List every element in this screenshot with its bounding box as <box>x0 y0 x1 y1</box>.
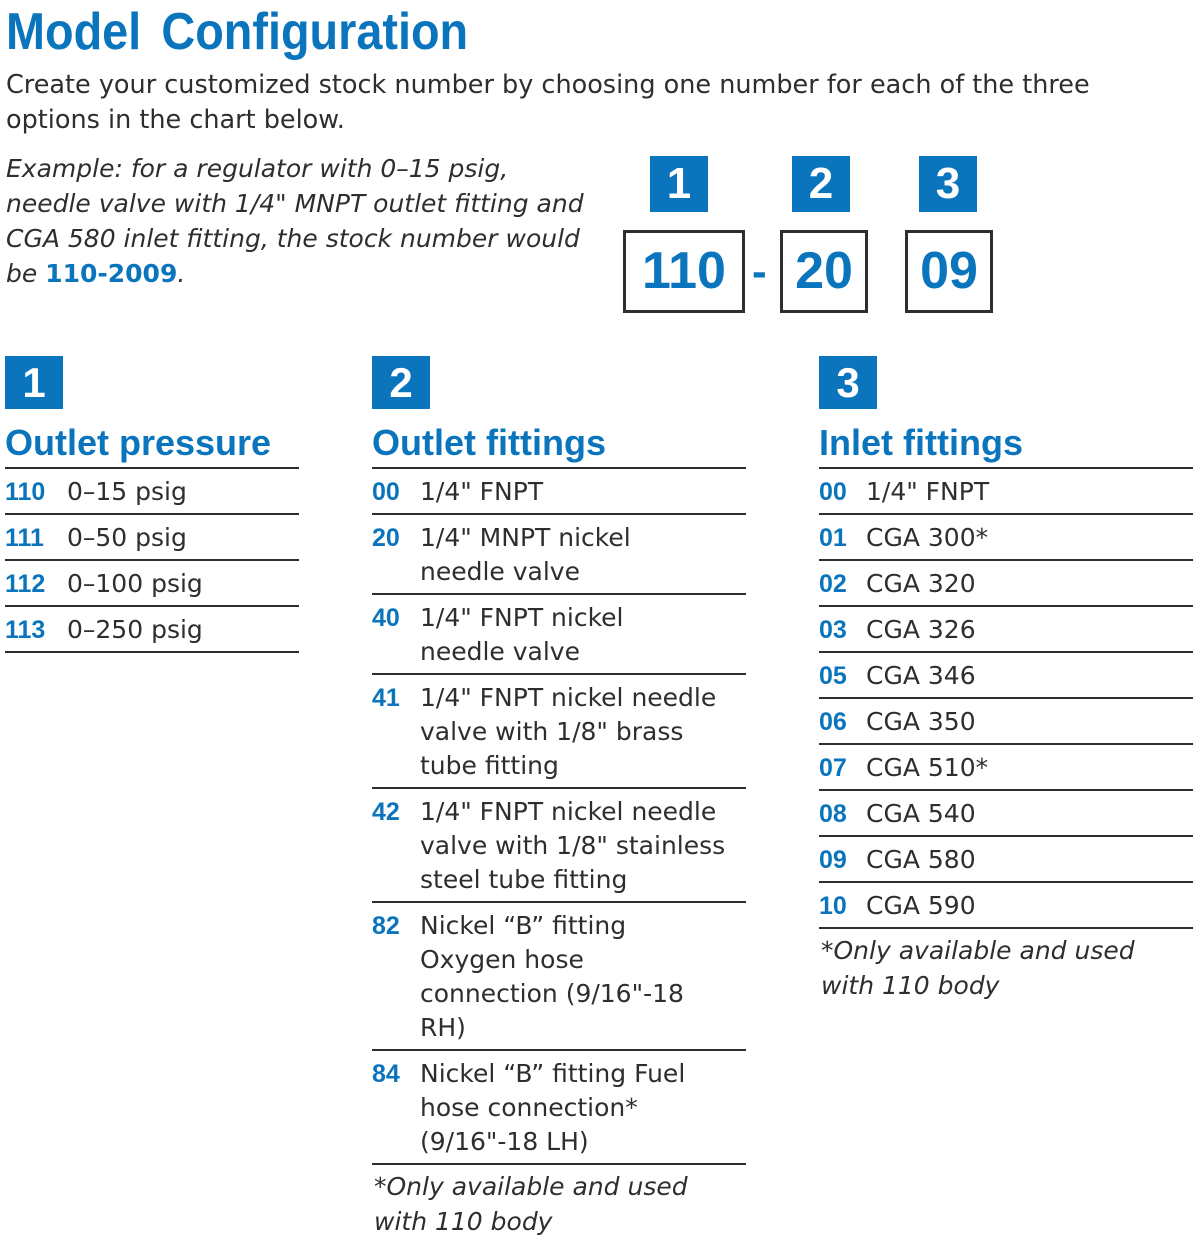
intro-text: Create your customized stock number by choosing one number for each of the three options in the chart below. <box>6 70 1090 135</box>
column-number-badge: 2 <box>372 356 430 409</box>
option-desc: CGA 580 <box>866 845 976 874</box>
option-code: 111 <box>5 524 44 552</box>
footnote: *Only available and used with 110 body <box>374 1172 688 1236</box>
option-desc: 1/4" FNPT nickel needle valve with 1/8" stainless steel tube fitting <box>420 797 726 894</box>
option-code: 42 <box>372 798 400 826</box>
option-desc: CGA 346 <box>866 661 976 690</box>
option-code: 00 <box>372 478 400 506</box>
list-item <box>819 607 1193 653</box>
list-item <box>819 515 1193 561</box>
list-item <box>819 699 1193 745</box>
option-desc: 0–250 psig <box>67 615 203 644</box>
column-number-badge: 3 <box>819 356 877 409</box>
option-desc: 1/4" MNPT nickel needle valve <box>420 523 631 586</box>
list-item <box>372 469 746 515</box>
option-code: 41 <box>372 684 400 712</box>
option-desc: 1/4" FNPT nickel needle valve with 1/8" brass tube fitting <box>420 683 717 780</box>
option-list <box>372 469 746 1165</box>
option-code: 05 <box>819 662 847 690</box>
list-item <box>819 653 1193 699</box>
column-inlet-fittings <box>819 356 1193 1003</box>
option-code: 82 <box>372 912 400 940</box>
option-list <box>819 469 1193 929</box>
example-stock-number: 110-2009 <box>45 259 178 288</box>
list-item <box>5 515 299 561</box>
option-code: 08 <box>819 800 847 828</box>
column-heading: Inlet fittings <box>819 423 1193 469</box>
list-item <box>5 469 299 515</box>
diagram-step-3: 3 <box>919 156 977 212</box>
option-code: 00 <box>819 478 847 506</box>
list-item <box>372 1051 746 1165</box>
option-desc: 1/4" FNPT <box>866 477 990 506</box>
list-item <box>372 595 746 675</box>
diagram-code-pressure: 110 <box>623 230 745 313</box>
example-period: . <box>177 259 186 288</box>
diagram-dash: - <box>752 247 767 296</box>
list-item <box>819 561 1193 607</box>
option-code: 110 <box>5 478 46 506</box>
option-desc: CGA 510* <box>866 753 989 782</box>
list-item <box>819 745 1193 791</box>
list-item <box>372 675 746 789</box>
list-item <box>372 515 746 595</box>
diagram-code-inlet: 09 <box>905 230 993 313</box>
option-desc: CGA 350 <box>866 707 976 736</box>
example-sentence: Example: for a regulator with 0–15 psig, needle valve with 1/4" MNPT outlet fitting and CGA 580 inlet fitting, the stock number would be <box>6 154 584 288</box>
list-item <box>819 469 1193 515</box>
option-desc: 1/4" FNPT nickel needle valve <box>420 603 624 666</box>
option-desc: CGA 320 <box>866 569 976 598</box>
option-code: 09 <box>819 846 847 874</box>
list-item <box>372 903 746 1051</box>
option-desc: 1/4" FNPT <box>420 477 544 506</box>
footnote: *Only available and used with 110 body <box>821 936 1135 1000</box>
option-desc: CGA 326 <box>866 615 976 644</box>
diagram-step-2: 2 <box>792 156 850 212</box>
option-code: 06 <box>819 708 847 736</box>
option-code: 113 <box>5 616 46 644</box>
diagram-code-outlet: 20 <box>780 230 868 313</box>
list-item <box>819 883 1193 929</box>
option-code: 03 <box>819 616 847 644</box>
option-list <box>5 469 299 653</box>
option-code: 01 <box>819 524 847 552</box>
column-outlet-pressure <box>5 356 299 653</box>
option-desc: 0–15 psig <box>67 477 187 506</box>
diagram-step-1: 1 <box>650 156 708 212</box>
column-heading: Outlet fittings <box>372 423 746 469</box>
list-item <box>5 607 299 653</box>
option-desc: Nickel “B” fitting Oxygen hose connection (9/16"-18 RH) <box>420 911 684 1042</box>
example-text <box>6 151 586 291</box>
option-code: 112 <box>5 570 46 598</box>
option-code: 40 <box>372 604 400 632</box>
option-code: 07 <box>819 754 847 782</box>
option-desc: 0–50 psig <box>67 523 187 552</box>
list-item <box>819 791 1193 837</box>
option-desc: CGA 590 <box>866 891 976 920</box>
list-item <box>5 561 299 607</box>
option-code: 10 <box>819 892 847 920</box>
page-title: Model Configuration <box>6 3 469 61</box>
column-number-badge: 1 <box>5 356 63 409</box>
option-code: 02 <box>819 570 847 598</box>
option-desc: CGA 300* <box>866 523 989 552</box>
option-code: 20 <box>372 524 400 552</box>
option-desc: 0–100 psig <box>67 569 203 598</box>
column-heading: Outlet pressure <box>5 423 299 469</box>
column-outlet-fittings <box>372 356 746 1239</box>
option-code: 84 <box>372 1060 400 1088</box>
list-item <box>372 789 746 903</box>
list-item <box>819 837 1193 883</box>
option-desc: CGA 540 <box>866 799 976 828</box>
option-desc: Nickel “B” fitting Fuel hose connection* (9/16"-18 LH) <box>420 1059 686 1156</box>
